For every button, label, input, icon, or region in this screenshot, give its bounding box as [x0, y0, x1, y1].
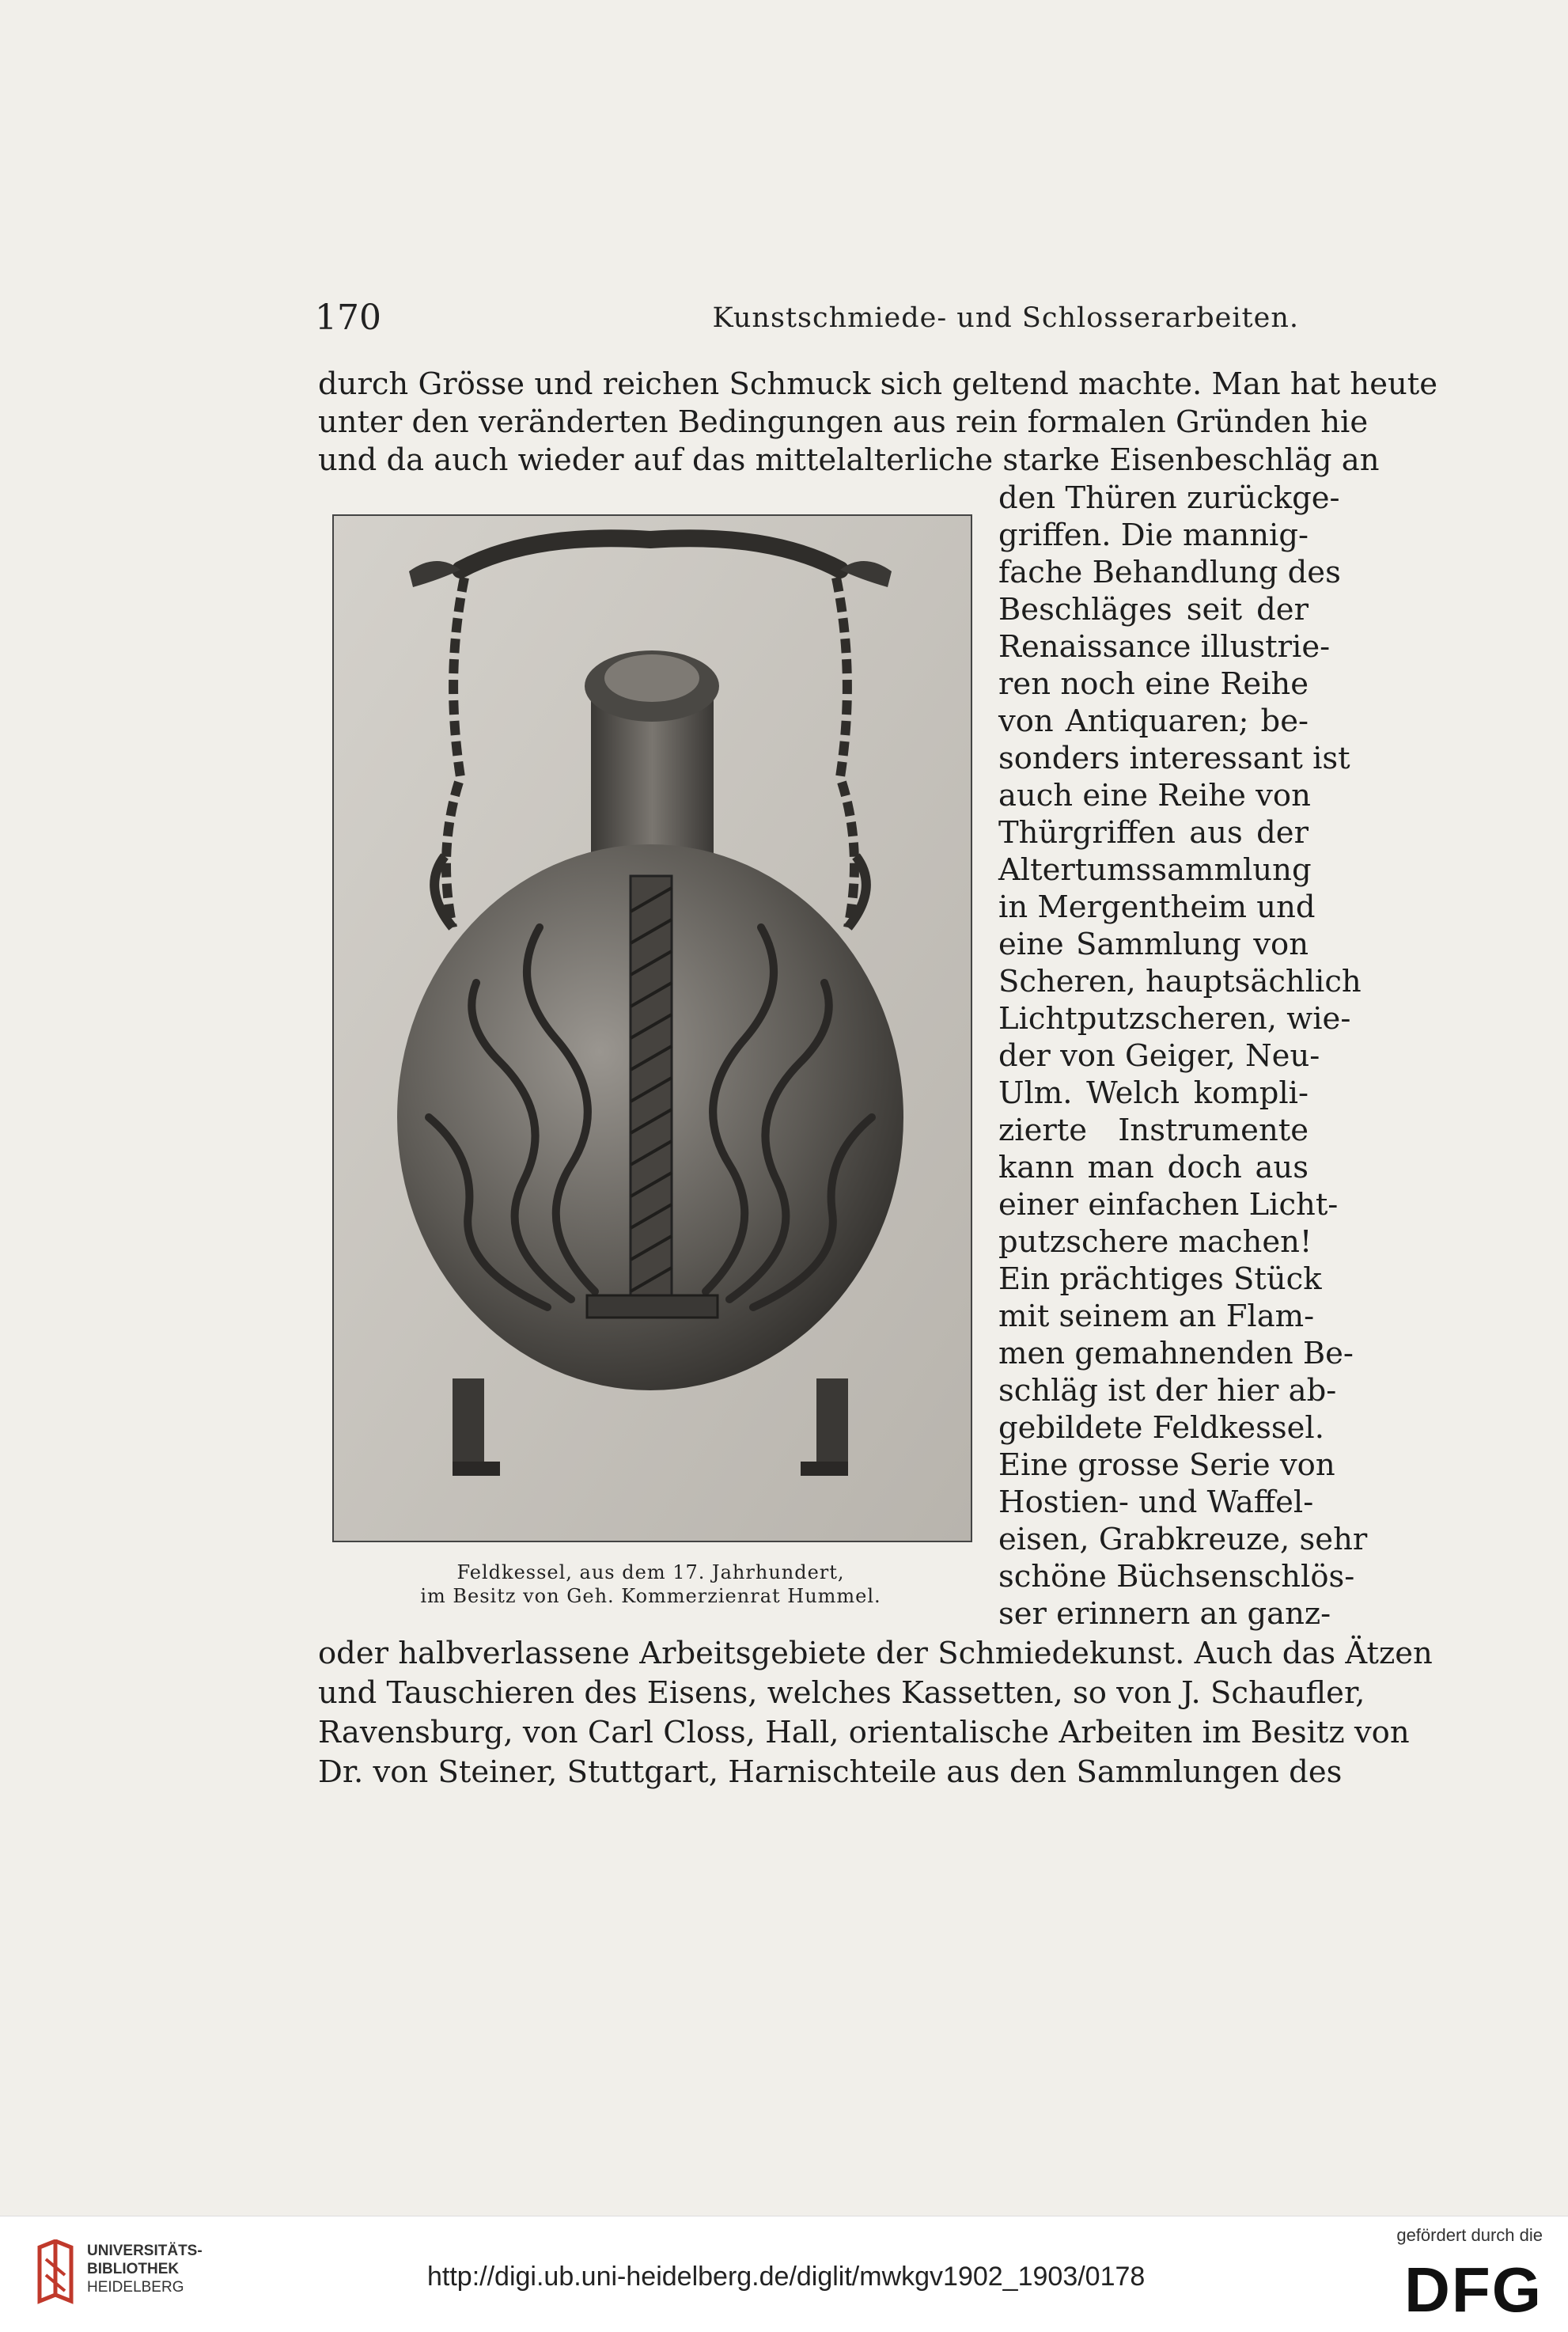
column-line: eine Sammlung von — [998, 927, 1309, 962]
column-line: ser erinnern an ganz- — [998, 1596, 1331, 1632]
column-line: Beschläges seit der — [998, 592, 1309, 628]
column-line: zierte Instrumente — [998, 1113, 1309, 1148]
library-name — [87, 2242, 203, 2296]
column-line: auch eine Reihe von — [998, 778, 1311, 813]
figure-caption-line2: im Besitz von Geh. Kommerzienrat Hummel. — [420, 1585, 881, 1607]
dfg-logo: DFG — [1404, 2254, 1543, 2325]
column-line: putzschere machen! — [998, 1224, 1312, 1260]
text-line: oder halbverlassene Arbeitsgebiete der Schmiedekunst. Auch das Ätzen — [318, 1636, 1433, 1671]
column-line: men gemahnenden Be- — [998, 1336, 1354, 1371]
running-head: Kunstschmiede- und Schlosserarbeiten. — [712, 302, 1299, 334]
column-line: einer einfachen Licht- — [998, 1187, 1339, 1223]
text-line: durch Grösse und reichen Schmuck sich geltend machte. Man hat heute — [318, 366, 1438, 402]
column-line: gebildete Feldkessel. — [998, 1410, 1324, 1446]
column-line: Eine grosse Serie von — [998, 1447, 1335, 1483]
text-line: Dr. von Steiner, Stuttgart, Harnischteile aus den Sammlungen des — [318, 1754, 1343, 1790]
text-line: und Tauschieren des Eisens, welches Kassetten, so von J. Schaufler, — [318, 1675, 1365, 1711]
column-line: ren noch eine Reihe — [998, 666, 1309, 702]
column-line: Altertumssammlung — [998, 852, 1312, 888]
column-line: Hostien- und Waffel- — [998, 1485, 1314, 1520]
column-line: Renaissance illustrie- — [998, 629, 1331, 665]
library-name-line2: BIBLIOTHEK — [87, 2261, 180, 2277]
column-line: mit seinem an Flam- — [998, 1299, 1315, 1334]
library-name-line1: UNIVERSITÄTS- — [87, 2243, 203, 2259]
column-line: Thürgriffen aus der — [998, 815, 1309, 851]
funding-note: gefördert durch die — [1396, 2225, 1543, 2245]
column-line: den Thüren zurückge- — [998, 480, 1340, 516]
column-line: Lichtputzscheren, wie- — [998, 1001, 1351, 1037]
text-line: und da auch wieder auf das mittelalterliche starke Eisenbeschläg an — [318, 442, 1380, 478]
library-name-line3: HEIDELBERG — [87, 2279, 184, 2296]
text-line: unter den veränderten Bedingungen aus rein formalen Gründen hie — [318, 404, 1369, 440]
column-line: von Antiquaren; be- — [998, 703, 1309, 739]
text-line: Ravensburg, von Carl Closs, Hall, orientalische Arbeiten im Besitz von — [318, 1715, 1410, 1750]
university-library-logo-icon — [32, 2239, 79, 2314]
column-line: fache Behandlung des — [998, 555, 1341, 590]
column-line: Scheren, hauptsächlich — [998, 964, 1362, 999]
column-line: sonders interessant ist — [998, 741, 1350, 776]
column-line: der von Geiger, Neu- — [998, 1038, 1320, 1074]
column-line: in Mergentheim und — [998, 889, 1316, 925]
column-line: Ulm. Welch kompli- — [998, 1075, 1309, 1111]
flask-photograph — [332, 514, 972, 1542]
column-line: griffen. Die mannig- — [998, 518, 1309, 553]
page-number: 170 — [315, 298, 381, 338]
column-line: kann man doch aus — [998, 1150, 1309, 1185]
permalink-url[interactable]: http://digi.ub.uni-heidelberg.de/diglit/mwkgv1902_1903/0178 — [427, 2262, 1146, 2292]
figure-caption-line1: Feldkessel, aus dem 17. Jahrhundert, — [456, 1561, 845, 1583]
column-line: schöne Büchsenschlös- — [998, 1559, 1355, 1594]
column-line: Ein prächtiges Stück — [998, 1261, 1322, 1297]
column-line: schläg ist der hier ab- — [998, 1373, 1337, 1409]
page-header — [315, 298, 1299, 345]
column-line: eisen, Grabkreuze, sehr — [998, 1522, 1368, 1557]
